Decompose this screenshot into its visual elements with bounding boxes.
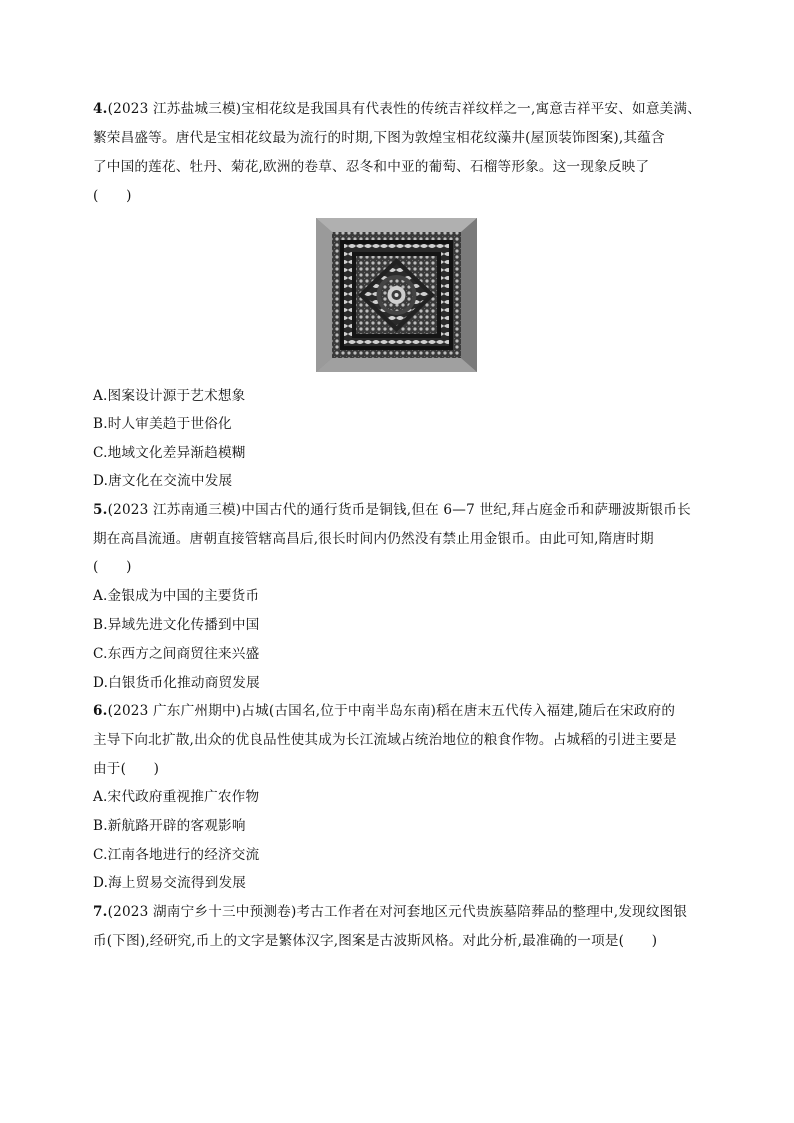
q4-line-2: 繁荣昌盛等。唐代是宝相花纹最为流行的时期,下图为敦煌宝相花纹藻井(屋顶装饰图案),其蕴含 [93, 130, 665, 146]
q7-line-1: 7.(2023 湖南宁乡十三中预测卷)考古工作者在对河套地区元代贵族墓陪葬品的整理中,发现纹图银 [93, 904, 688, 920]
q4-option-b: B.时人审美趋于世俗化 [93, 416, 232, 432]
q4-answer-blank: ( ) [93, 188, 132, 204]
q5-option-a: A.金银成为中国的主要货币 [93, 588, 260, 604]
q5-answer-blank: ( ) [93, 559, 132, 575]
q6-option-c: C.江南各地进行的经济交流 [93, 847, 260, 863]
caisson-pattern-graphic [316, 218, 477, 372]
q5-line-1: 5.(2023 江苏南通三模)中国古代的通行货币是铜钱,但在 6—7 世纪,拜占庭金币和萨珊波斯银币长 [93, 502, 691, 518]
q6-option-b: B.新航路开辟的客观影响 [93, 818, 246, 834]
q7-number: 7. [93, 904, 108, 920]
q6-number: 6. [93, 703, 108, 719]
q6-line-3: 由于( ) [93, 761, 160, 777]
q6-option-d: D.海上贸易交流得到发展 [93, 875, 247, 891]
q7-line-2: 币(下图),经研究,币上的文字是繁体汉字,图案是古波斯风格。对此分析,最准确的一项是( ) [93, 933, 658, 949]
q6-line-2: 主导下向北扩散,出众的优良品性使其成为长江流域占统治地位的粮食作物。占城稻的引进主要是 [93, 732, 677, 748]
q5-line-2: 期在高昌流通。唐朝直接管辖高昌后,很长时间内仍然没有禁止用金银币。由此可知,隋唐时期 [93, 531, 654, 547]
q4-option-a: A.图案设计源于艺术想象 [93, 388, 246, 404]
q4-number: 4. [93, 101, 108, 117]
q4-line-1: 4.(2023 江苏盐城三模)宝相花纹是我国具有代表性的传统吉祥纹样之一,寓意吉祥平安、如意美满、 [93, 101, 701, 117]
q5-option-c: C.东西方之间商贸往来兴盛 [93, 646, 260, 662]
q4-option-d: D.唐文化在交流中发展 [93, 473, 233, 489]
q5-number: 5. [93, 502, 108, 518]
q5-option-d: D.白银货币化推动商贸发展 [93, 675, 260, 691]
baoxianghua-caisson-image [316, 218, 477, 372]
q4-line-3: 了中国的莲花、牡丹、菊花,欧洲的卷草、忍冬和中亚的葡萄、石榴等形象。这一现象反映了 [93, 159, 650, 175]
q6-line-1: 6.(2023 广东广州期中)占城(古国名,位于中南半岛东南)稻在唐末五代传入福建,随后在宋政府的 [93, 703, 676, 719]
q5-option-b: B.异域先进文化传播到中国 [93, 617, 260, 633]
q6-option-a: A.宋代政府重视推广农作物 [93, 789, 260, 805]
q4-option-c: C.地域文化差异渐趋模糊 [93, 445, 246, 461]
